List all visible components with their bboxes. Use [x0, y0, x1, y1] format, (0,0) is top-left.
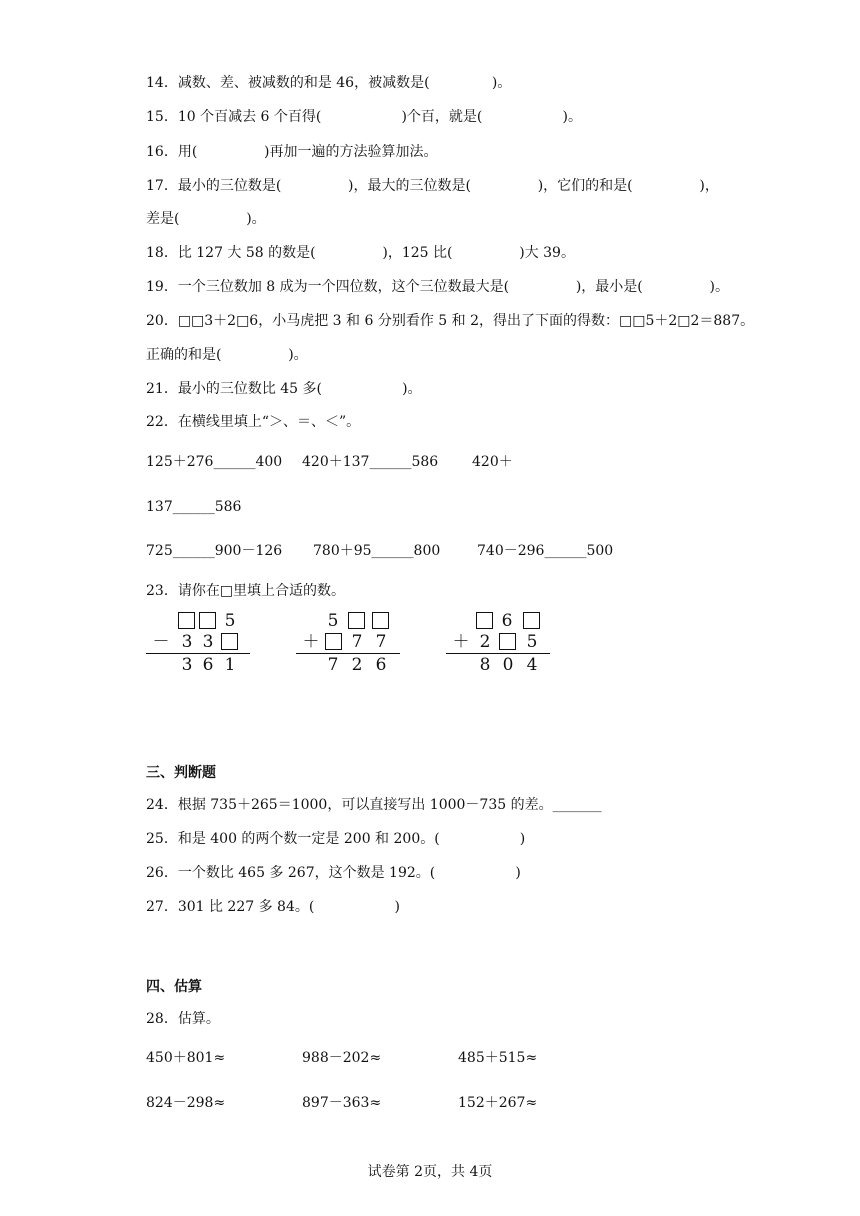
- compare-item: 725______900－126: [146, 543, 283, 559]
- operator: －: [152, 632, 170, 652]
- digit: 3: [202, 632, 214, 652]
- answer-box[interactable]: [476, 612, 493, 629]
- compare-item: 420＋137______586: [302, 454, 439, 470]
- operator: ＋: [302, 632, 320, 652]
- question-20-line1: 20．□□3＋2□6，小马虎把 3 和 6 分别看作 5 和 2，得出了下面的得数：□□5＋2□2＝887。: [146, 313, 755, 329]
- digit: 2: [351, 655, 363, 675]
- digit: 6: [202, 655, 214, 675]
- section-4-title: 四、估算: [146, 979, 202, 995]
- vertical-problem: [446, 611, 552, 677]
- question-25: 25．和是 400 的两个数一定是 200 和 200。( ): [146, 831, 526, 847]
- digit: 5: [526, 632, 538, 652]
- digit: 3: [181, 632, 193, 652]
- question-17-line1: 17．最小的三位数是( )，最大的三位数是( )，它们的和是( )，: [146, 178, 719, 194]
- digit: 6: [501, 611, 513, 631]
- vertical-problem: [296, 611, 402, 677]
- estimate-item: 988－202≈: [302, 1050, 382, 1066]
- digit: 7: [375, 632, 387, 652]
- estimate-item: 485＋515≈: [458, 1050, 538, 1066]
- digit: 8: [479, 655, 491, 675]
- answer-box[interactable]: [372, 612, 389, 629]
- answer-box[interactable]: [178, 612, 195, 629]
- digit: 5: [327, 611, 339, 631]
- question-22: 22．在横线里填上“＞、＝、＜”。: [146, 414, 361, 430]
- answer-box[interactable]: [325, 633, 342, 650]
- sum-line: [446, 653, 550, 654]
- estimate-item: 824－298≈: [146, 1095, 226, 1111]
- answer-box[interactable]: [199, 612, 216, 629]
- question-18: 18．比 127 大 58 的数是( )，125 比( )大 39。: [146, 245, 575, 261]
- question-26: 26．一个数比 465 多 267，这个数是 192。( ): [146, 865, 521, 881]
- digit: 4: [526, 655, 538, 675]
- section-3-title: 三、判断题: [146, 765, 216, 781]
- compare-item: 740－296______500: [477, 543, 614, 559]
- digit: 5: [224, 611, 236, 631]
- digit: 3: [181, 655, 193, 675]
- answer-box[interactable]: [221, 633, 238, 650]
- vertical-problem: [146, 611, 252, 677]
- question-24: 24．根据 735＋265＝1000，可以直接写出 1000－735 的差。_______: [146, 797, 602, 813]
- digit: 0: [502, 655, 514, 675]
- digit: 7: [351, 632, 363, 652]
- question-15: 15．10 个百减去 6 个百得( )个百，就是( )。: [146, 109, 582, 125]
- digit: 7: [327, 655, 339, 675]
- question-27: 27．301 比 227 多 84。( ): [146, 899, 400, 915]
- answer-box[interactable]: [499, 633, 516, 650]
- compare-item: 780＋95______800: [313, 543, 441, 559]
- question-16: 16．用( )再加一遍的方法验算加法。: [146, 144, 438, 160]
- compare-item: 420＋: [472, 454, 513, 470]
- sum-line: [296, 653, 400, 654]
- question-28: 28．估算。: [146, 1011, 220, 1027]
- compare-item: 125＋276______400: [146, 454, 283, 470]
- answer-box[interactable]: [348, 612, 365, 629]
- question-19: 19．一个三位数加 8 成为一个四位数，这个三位数最大是( )，最小是( )。: [146, 279, 729, 295]
- compare-item: 137______586: [146, 499, 242, 515]
- digit: 1: [224, 655, 236, 675]
- estimate-item: 450＋801≈: [146, 1050, 226, 1066]
- digit: 6: [375, 655, 387, 675]
- page-footer: 试卷第 2页，共 4页: [367, 1164, 493, 1180]
- digit: 2: [479, 632, 491, 652]
- estimate-item: 897－363≈: [302, 1095, 382, 1111]
- question-21: 21．最小的三位数比 45 多( )。: [146, 381, 422, 397]
- question-23: 23．请你在□里填上合适的数。: [146, 583, 346, 599]
- operator: ＋: [452, 632, 470, 652]
- sum-line: [146, 653, 250, 654]
- estimate-item: 152＋267≈: [458, 1095, 538, 1111]
- question-20-line2: 正确的和是( )。: [146, 347, 308, 363]
- question-17-line2: 差是( )。: [146, 211, 266, 227]
- answer-box[interactable]: [523, 612, 540, 629]
- question-14: 14．减数、差、被减数的和是 46，被减数是( )。: [146, 75, 512, 91]
